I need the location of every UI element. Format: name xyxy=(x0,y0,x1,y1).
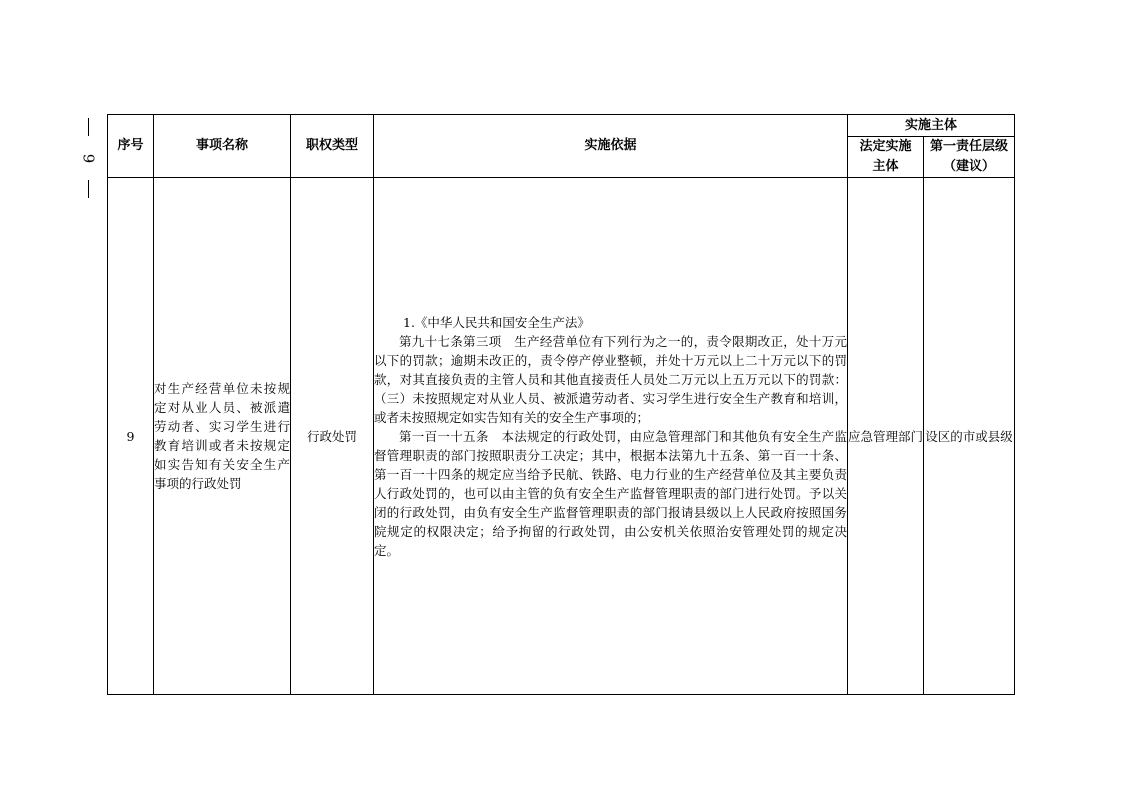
basis-article-115: 第一百一十五条 本法规定的行政处罚，由应急管理部门和其他负有安全生产监督管理职责的部门按照职责分工决定；其中，根据本法第九十五条、第一百一十条、第一百一十四条的规定应当给予民航、铁路、电力行业的生产经营单位及其主要负责人行政处罚的，也可以由主管的负有安全生产监督管理职责的部门进行处罚。予以关闭的行政处罚，由负有安全生产监督管理职责的部门报请县级以上人民政府按照国务院规定的权限决定；给予拘留的行政处罚，由公安机关依照治安管理处罚的规定决定。 xyxy=(374,428,847,558)
row-first-level: 设区的市或县级 xyxy=(924,178,1015,695)
row-seq: 9 xyxy=(108,178,154,695)
row-basis xyxy=(374,178,848,695)
table-row xyxy=(108,178,1015,695)
header-basis: 实施依据 xyxy=(374,115,848,178)
authority-table xyxy=(107,114,1015,695)
row-name: 对生产经营单位未按规定对从业人员、被派遣劳动者、实习学生进行教育培训或者未按规定如实告知有关安全生产事项的行政处罚 xyxy=(154,178,291,695)
header-name: 事项名称 xyxy=(154,115,291,178)
header-first-level: 第一责任层级（建议） xyxy=(924,137,1015,178)
page-number-dash-bottom xyxy=(88,180,89,198)
row-legal-subject: 应急管理部门 xyxy=(848,178,924,695)
header-row-top xyxy=(108,115,1015,137)
basis-law-title: 1.《中华人民共和国安全生产法》 xyxy=(403,314,590,330)
header-legal-subject: 法定实施主体 xyxy=(848,137,924,178)
header-subject-group: 实施主体 xyxy=(848,115,1015,137)
header-type: 职权类型 xyxy=(291,115,374,178)
page-number-dash-top xyxy=(88,118,89,136)
page-number-value: 9 xyxy=(79,153,98,163)
page-number xyxy=(78,118,98,198)
basis-article-97: 第九十七条第三项 生产经营单位有下列行为之一的，责令限期改正，处十万元以下的罚款；逾期未改正的，责令停产停业整顿，并处十万元以上二十万元以下的罚款，对其直接负责的主管人员和其他直接责任人员处二万元以上五万元以下的罚款：（三）未按照规定对从业人员、被派遣劳动者、实习学生进行安全生产教育和培训，或者未按照规定如实告知有关的安全生产事项的； xyxy=(374,333,847,425)
header-seq: 序号 xyxy=(108,115,154,178)
row-type: 行政处罚 xyxy=(291,178,374,695)
